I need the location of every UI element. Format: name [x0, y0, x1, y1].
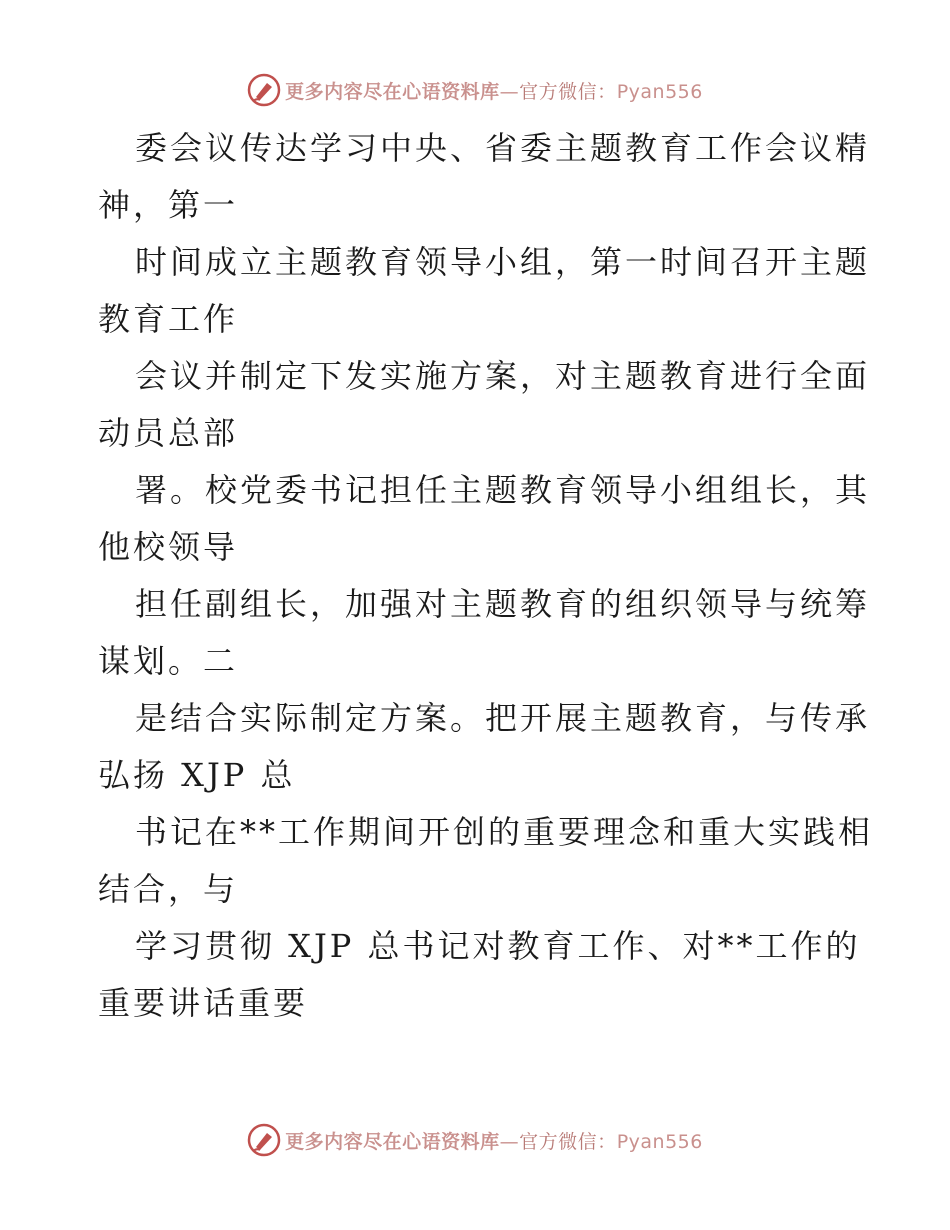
body-line: 署。校党委书记担任主题教育领导小组组长，其	[135, 471, 871, 509]
body-line: 教育工作	[98, 300, 239, 338]
body-line: 动员总部	[98, 414, 239, 452]
body-line: 书记在**工作期间开创的重要理念和重大实践相	[135, 813, 874, 851]
body-line: 学习贯彻 XJP 总书记对教育工作、对**工作的	[135, 927, 861, 965]
body-line: 委会议传达学习中央、省委主题教育工作会议精	[135, 129, 871, 167]
pen-nib-logo-icon	[247, 73, 281, 107]
watermark-wechat-label: 官方微信：	[519, 80, 617, 103]
watermark-separator: —	[499, 80, 520, 103]
body-line: 谋划。二	[98, 642, 239, 680]
watermark-site: 更多内容尽在心语资料库	[285, 1130, 500, 1153]
body-line: 会议并制定下发实施方案，对主题教育进行全面	[135, 357, 871, 395]
body-line: 弘扬 XJP 总	[98, 756, 296, 794]
watermark-wechat-id: Pyan556	[616, 80, 703, 103]
body-line: 神，第一	[98, 186, 239, 224]
body-line: 重要讲话重要	[98, 984, 309, 1022]
body-line: 时间成立主题教育领导小组，第一时间召开主题	[135, 243, 871, 281]
watermark-text	[285, 77, 703, 104]
watermark-text	[285, 1127, 703, 1154]
watermark-separator: —	[499, 1130, 520, 1153]
body-line: 是结合实际制定方案。把开展主题教育，与传承	[135, 699, 871, 737]
body-line: 担任副组长，加强对主题教育的组织领导与统筹	[135, 585, 871, 623]
body-line: 结合，与	[98, 870, 239, 908]
footer-watermark	[0, 1118, 950, 1162]
document-body	[98, 120, 874, 1032]
body-line: 他校领导	[98, 528, 239, 566]
watermark-site: 更多内容尽在心语资料库	[285, 80, 500, 103]
watermark-wechat-id: Pyan556	[616, 1130, 703, 1153]
header-watermark	[0, 68, 950, 112]
pen-nib-logo-icon	[247, 1123, 281, 1157]
watermark-wechat-label: 官方微信：	[519, 1130, 617, 1153]
